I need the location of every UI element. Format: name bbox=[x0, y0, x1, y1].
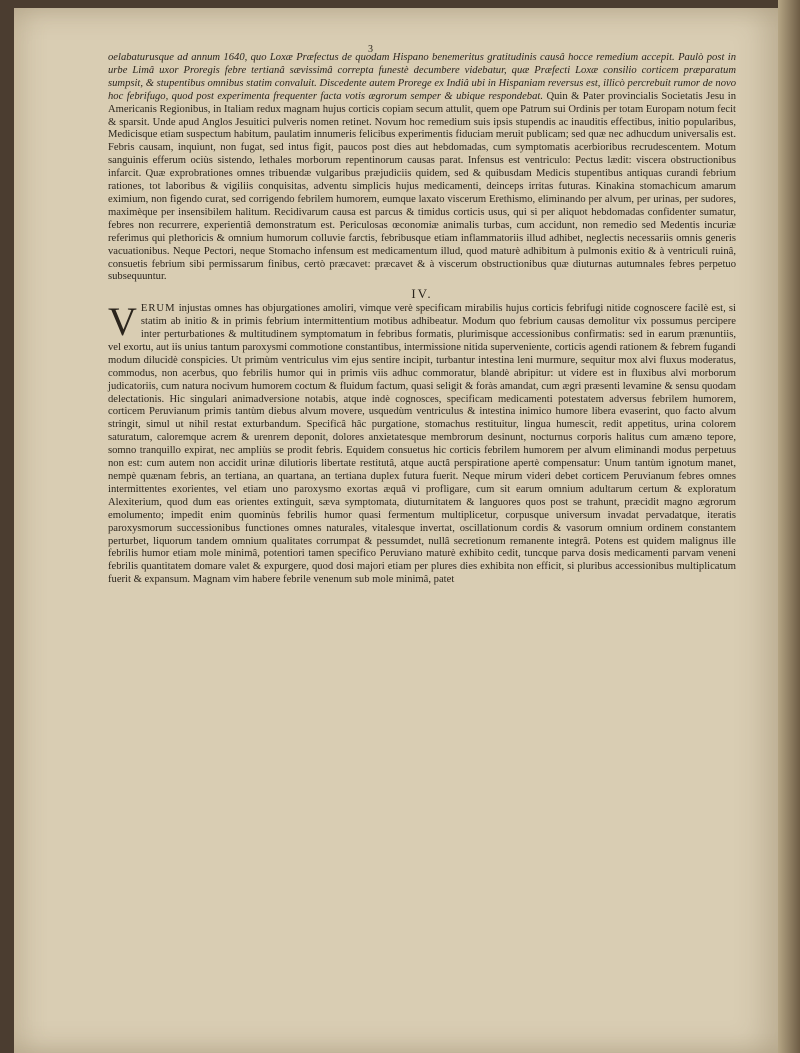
paragraph-1-roman: Quin & Pater provincialis Societatis Jesu in Americanis Regionibus, in Italiam redux magnam hujus corticis copiam secum attulit, quem ope Patrum sui Ordinis per totam Europam notum fecit & sparsit. Unde apud Anglos Jesuitici pulveris nomen retinet. Novum hoc remedium suis ipsis stupendis ac inauditis effectibus, initio popularibus, Medicisque etiam suspectum habitum, paulatim innumeris felicibus experimentis fiduciam meruit publicam; sed quæ nec adhucdum universalis est. Febris causam, inquiunt, non fugat, sed intus figit, paucos post dies aut hebdomadas, cum symptomatis acerbioribus recrudescentem. Motum sanguinis efferum ociùs sistendo, lethales morborum repentinorum causas parat. Infensus est ventriculo: Pectus lædit: viscera obstructionibus infarcit. Quæ exprobrationes omnes tribuendæ vulgaribus præjudiciis quidem, sed & quibusdam Medicis stupentibus antiquas curandi febrium rationes, tot laboribus & vigiliis conquisitas, adventu simplicis hujus medicamenti, deinceps irritas futuras. Kinakina stomachicum amarum eximium, non figendo curat, sed corrigendo febrilem humorem, eumque laxato viscerum Erethismo, eliminando per alvum, per urinas, per sudores, maximèque per insensibilem halitum. Recidivarum causa est parcus & timidus corticis usus, qui si per aliquot hebdomadas confidenter sumatur, febres non recurrere, experientiâ demonstratum est. Periculosas œconomiæ animalis turbas, cum accidunt, non remedio sed Medentis incuriæ referimus qui plethoricis & omnium humorum colluvie farctis, febribusque etiam inflammatoriis illud adhibet, neglectis necessariis omnis generis vacuationibus. Neque Pectori, neque Stomacho infensum est medicamentum illud, quod maturè adhibitum à pulmonis exitio & à ventriculi ruinâ, consuetis febrium sibi permissarum finibus, certò præcavet: præcavet & à viscerum obstructionibus quæ diuturnas autumnales febres perpetuo subsequuntur. bbox=[108, 90, 736, 283]
section-heading: IV. bbox=[411, 286, 433, 302]
page-text bbox=[108, 52, 736, 587]
page-gutter bbox=[778, 0, 800, 1053]
paragraph-2-text: injustas omnes has objurgationes amoliri, vimque verè specificam mirabilis hujus corticis febrifugi nitide cognoscere facilè est, si statim ab initio & in primis febrium intermittentium motibus adhibeatur. Modum quo febrium causas demolitur vix possumus percipere inter perturbationes & multitudinem symptomatum in febribus formatis, plurimisque accessionibus confirmatis: sed in earum prænuntiis, vel exortu, aut iis unius tantum paroxysmi commotione constantibus, intermissione nitida superveniente, corticis agendi rationem & febrem fugandi modum dilucidè conspicies. Ut primùm ventriculus vim ejus sentire incipit, turbantur intestina leni murmure, sequitur mox alvi fluxus moderatus, commodus, non acerbus, quo febrilis humor qui in primis viis adhuc commoratur, blandè abripitur: ut videre est in fluxibus alvi morborum judicatoriis, cum natura nocivum humorem coctum & fluidum factum, quasi seligit & foràs amandat, cum ægri præsenti levamine & sensu quodam delectationis. Hic singulari animadversione notabis, atque indè cognosces, specificam medicamenti potestatem adversus febrilem humorem, corticem Peruvianum primis tantùm diebus alvum movere, usquedùm ventriculus & intestina inimico humore libera evaserint, quo facto alvum stringit, simul ut nihil restat exturbandum. Specificâ hâc purgatione, stomachus restituitur, lingua humescit, redit appetitus, urina colorem saturatum, caloremque acrem & urenrem deponit, dolores anxietatesque membrorum desinunt, nocturnus corporis halitus cum amæno tepore, somno tranquillo expirat, nec ampliùs se prodit febris. Equidem consuetus hic corticis febrilem humorem per alvum eliminandi modus perpetuus non est: cum autem non accidit urinæ dilutioris libertate restitutâ, atque auctâ perspiratione apertè compensatur: Unum tantùm ignotum manet, nempè quænam febris, an tertiana, an quartana, an tertiana duplex futura fuerit. Neque mirum videri debet corticem Peruvianum febres omnes intermittentes exorientes, vel etiam uno paroxysmo exortas æquâ vi profligare, cum sit earum omnium adultarum certum & exploratum Alexiterium, quod dum eas orientes extinguit, sæva symptomata, diuturnitatem & languores quos post se trahunt, præcidit magno ægrorum emolumento; impedit enim quominùs febrilis humor quasi fermentum multiplicetur, corpusque universum invadat pervadatque, iteratis paroxysmorum successionibus functiones omnes naturales, vitalesque invertat, oscillationum cordis & vasorum omnium ordinem constantem perturbet, liquorum tandem omnium qualitates corrumpat & pessumdet, nullâ secretionum remanente integrâ. Potens est quidem malignus ille febrilis humor etiam mole minimâ, potentiori tamen specifico Peruviano maturè exhibito cedit, tuncque parva dosis medicamenti parvam veneni febrilis quantitatem domare valet & expurgere, quod dosi majori etiam per plures dies exhibita non efficit, si pluribus accessionibus multiplicatum fuerit & expansum. Magnam vim habere febrile venenum sub mole minimâ, patet bbox=[108, 303, 736, 586]
paragraph-2-caps: ERUM bbox=[140, 303, 176, 315]
paragraph-1 bbox=[108, 52, 736, 284]
page-number: 3 bbox=[368, 44, 373, 55]
paragraph-1-italic: oelabaturusque ad annum 1640, quo Loxæ Præfectus de quodam Hispano benemeritus gratitudinis causâ hocce remedium accepit. Paulò post in urbe Limâ uxor Proregis febre tertianâ sævissimâ correpta funestè decumbere videbatur, quæ Præfecti Loxæ consilio corticem præparatum sumpsit, & stupentibus omnibus statim convaluit. Discedente autem Prorege ex Indiâ ubi in Hispaniam reversus est, illicò percrebuit rumor de novo hoc febrifugo, quod post experimenta frequenter facta votis ægrorum semper & ubique respondebat. bbox=[108, 52, 736, 102]
drop-cap: V bbox=[108, 299, 137, 345]
paragraph-2 bbox=[108, 299, 736, 587]
